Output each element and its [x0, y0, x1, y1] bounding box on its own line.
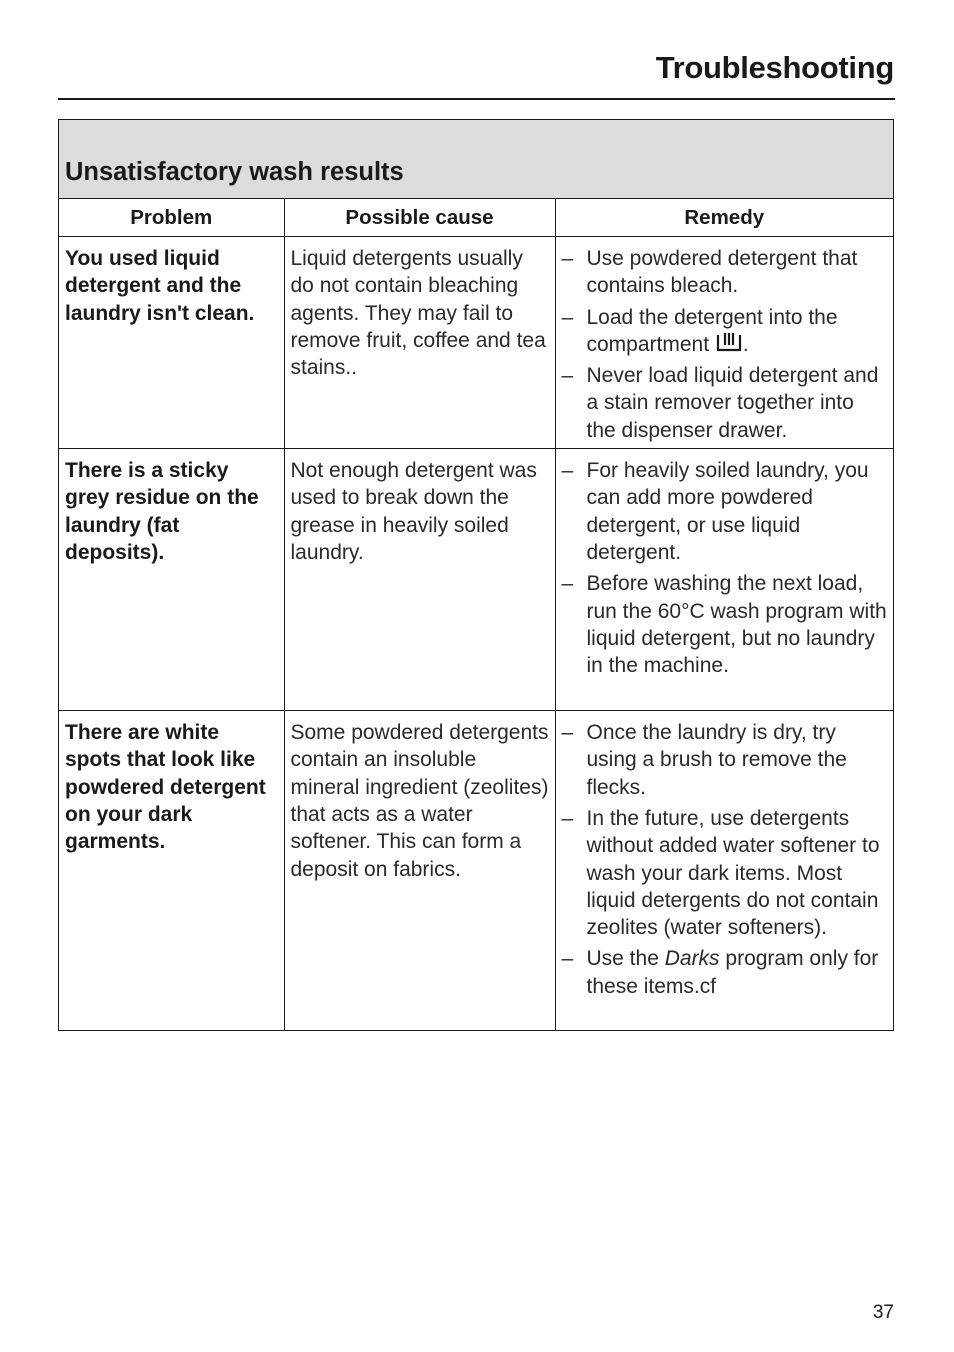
- dash-bullet: –: [561, 572, 574, 596]
- dash-bullet: –: [561, 305, 574, 329]
- main-wash-compartment-icon: [715, 331, 743, 353]
- remedy-item: [562, 805, 888, 941]
- column-header-remedy: Remedy: [555, 199, 893, 237]
- remedy-list: [562, 719, 888, 1000]
- problem-cell: You used liquid detergent and the laundry isn't clean.: [59, 237, 284, 449]
- remedy-text: Use powdered detergent that contains bleach.: [586, 247, 858, 298]
- cause-cell: Not enough detergent was used to break down the grease in heavily soiled laundry.: [284, 449, 555, 711]
- table-header-row: [59, 199, 893, 237]
- remedy-cell: [555, 711, 893, 1031]
- remedy-item: [562, 570, 888, 679]
- remedy-text: In the future, use detergents without added water softener to wash your dark items. Most liquid detergents do not contain zeolites (water softeners).: [586, 806, 880, 940]
- remedy-cell: [555, 237, 893, 449]
- dash-bullet: –: [561, 806, 574, 830]
- remedy-text: For heavily soiled laundry, you can add more powdered detergent, or use liquid detergent.: [586, 459, 869, 564]
- dash-bullet: –: [561, 247, 574, 270]
- column-header-problem: Problem: [59, 199, 284, 237]
- remedy-text: .: [742, 332, 749, 356]
- dash-bullet: –: [561, 459, 574, 483]
- troubleshooting-table-section: [58, 119, 894, 1031]
- remedy-cell: [555, 449, 893, 711]
- page-title: Troubleshooting: [655, 50, 894, 85]
- remedy-item: [562, 362, 888, 444]
- table-row: [59, 237, 893, 449]
- cause-cell: Some powdered detergents contain an insoluble mineral ingredient (zeolites) that acts as a water softener. This can form a deposit on fabrics.: [284, 711, 555, 1031]
- remedy-text: Use the: [586, 947, 665, 971]
- problem-cell: There is a sticky grey residue on the laundry (fat deposits).: [59, 449, 284, 711]
- remedy-list: [562, 245, 888, 444]
- remedy-item: [562, 719, 888, 801]
- remedy-item: [562, 304, 888, 359]
- remedy-text: program only for these items.cf: [586, 947, 879, 998]
- table-row: [59, 711, 893, 1031]
- remedy-text: Never load liquid detergent and a stain remover together into the dispenser drawer.: [586, 364, 879, 442]
- remedy-item: [562, 245, 888, 300]
- cause-cell: Liquid detergents usually do not contain bleaching agents. They may fail to remove fruit, coffee and tea stains..: [284, 237, 555, 449]
- column-header-cause: Possible cause: [284, 199, 555, 237]
- remedy-text: Once the laundry is dry, try using a brush to remove the flecks.: [586, 721, 847, 799]
- section-heading: Unsatisfactory wash results: [65, 158, 404, 186]
- title-divider: [58, 98, 895, 100]
- dash-bullet: –: [561, 947, 574, 971]
- dash-bullet: –: [561, 364, 574, 388]
- problem-cell: There are white spots that look like powdered detergent on your dark garments.: [65, 721, 266, 854]
- remedy-item: [562, 945, 888, 1000]
- dash-bullet: –: [561, 721, 574, 745]
- page-number: 37: [872, 1302, 894, 1323]
- remedy-text: Before washing the next load, run the 60°C wash program with liquid detergent, but no laundry in the machine.: [586, 572, 887, 678]
- remedy-text: Load the detergent into the compartment: [586, 305, 838, 356]
- table-row: [59, 449, 893, 711]
- program-name: Darks: [664, 947, 720, 971]
- troubleshooting-table: [59, 199, 893, 1030]
- remedy-item: [562, 457, 888, 566]
- remedy-list: [562, 457, 888, 679]
- section-header: [59, 120, 893, 199]
